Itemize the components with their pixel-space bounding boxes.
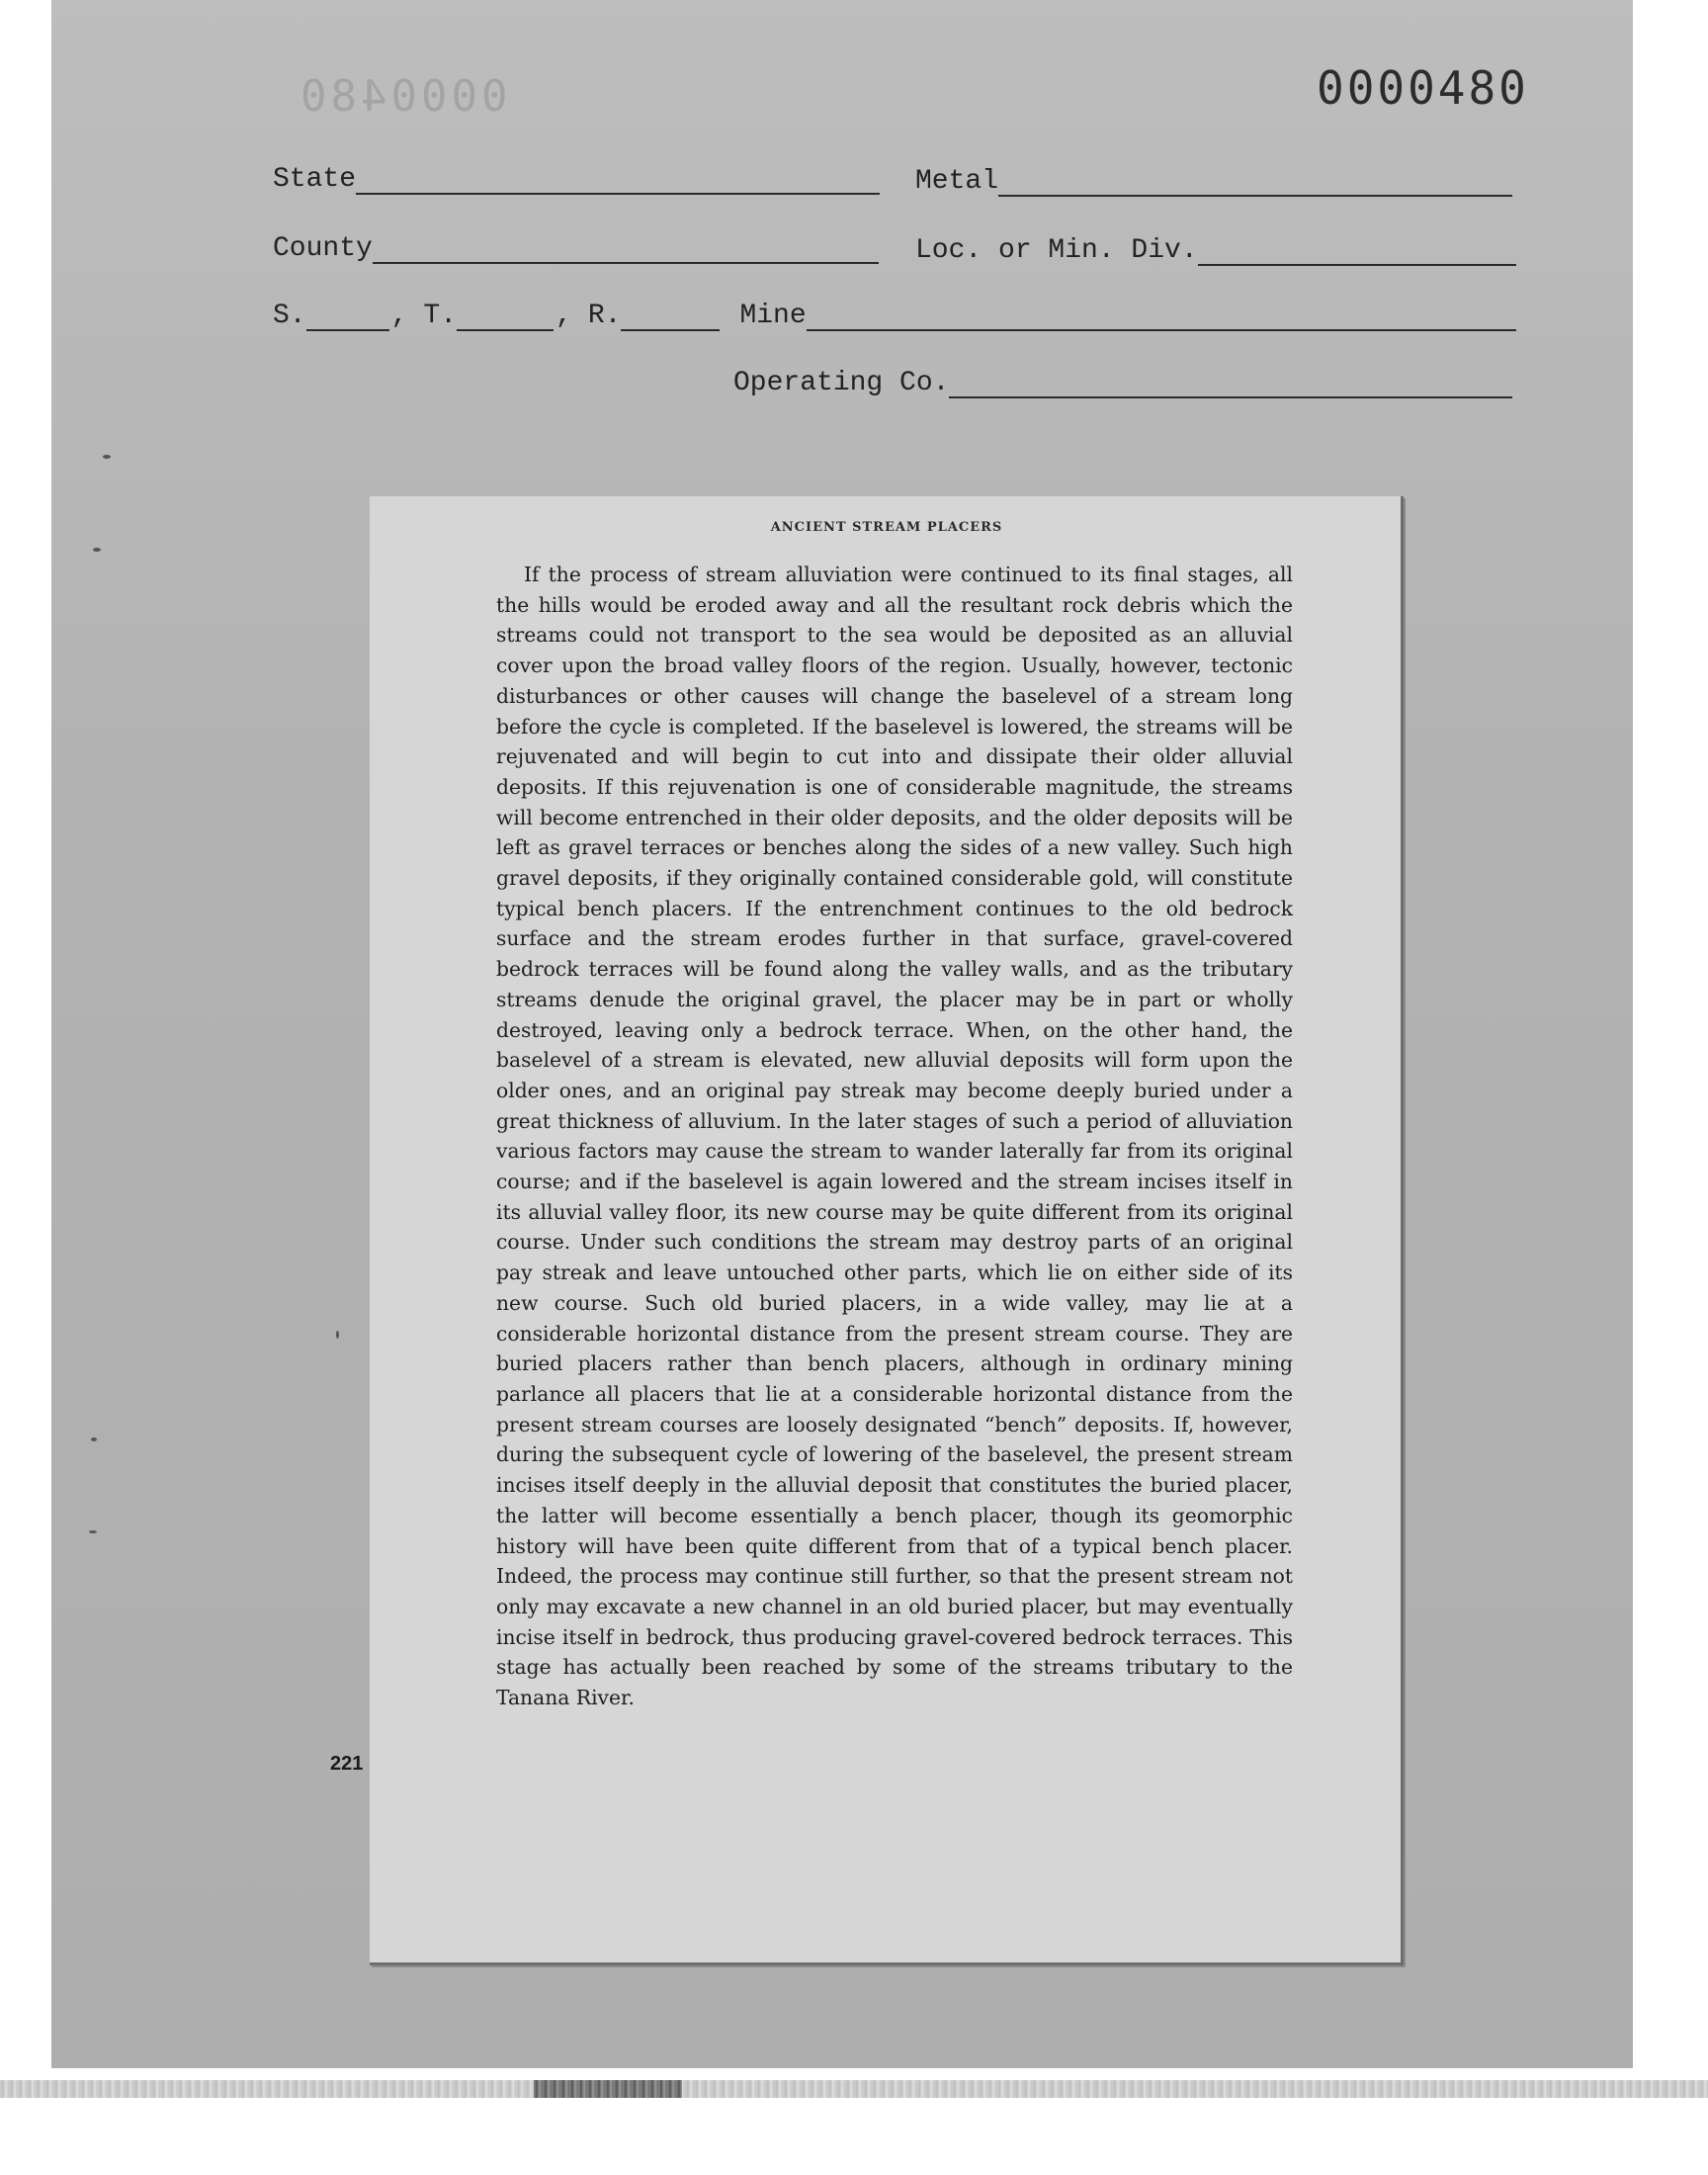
loc-field-row [915, 235, 1516, 266]
county-label: County [273, 233, 373, 264]
state-label: State [273, 164, 357, 195]
stray-mark [103, 455, 111, 459]
section-blank [306, 302, 389, 331]
loc-min-div-blank [1198, 236, 1516, 266]
book-page-clipping [370, 496, 1404, 1965]
section-label: S. [273, 301, 306, 331]
county-blank [373, 234, 879, 264]
stray-mark [336, 1331, 339, 1339]
scanner-artifact-dark [534, 2080, 682, 2098]
metal-field-row [915, 166, 1512, 197]
document-sheet [51, 0, 1633, 2068]
operating-co-row [733, 368, 1512, 398]
loc-min-div-label: Loc. or Min. Div. [915, 235, 1198, 266]
mine-blank [807, 302, 1516, 331]
metal-blank [998, 167, 1512, 197]
document-number: 0000480 [1317, 61, 1529, 115]
page-number: 221 [330, 1753, 364, 1775]
range-label: R. [587, 301, 622, 331]
stray-mark [93, 548, 101, 552]
state-blank [356, 165, 880, 195]
body-paragraph: If the process of stream alluviation were continued to its final stages, all the hills would be eroded away and all the resultant rock debris which the streams could not transport to the sea would be deposited as an alluvial cover upon the broad valley floors of the region. Usually, however, tectonic disturbances or other causes will change the baselevel of a stream long before the cycle is completed. If the baselevel is lowered, the streams will be rejuvenated and will begin to cut into and dissipate their older alluvial deposits. If this rejuvenation is one of considerable magnitude, the streams will become entrenched in their older deposits, and the older deposits will be left as gravel terraces or benches along the sides of a new valley. Such high gravel deposits, if they originally contained considerable gold, will constitute typical bench placers. If the entrenchment continues to the old bedrock surface and the stream erodes further in that surface, gravel-covered bedrock terraces will be found along the valley walls, and as the tributary streams denude the original gravel, the placer may be in part or wholly destroyed, leaving only a bedrock terrace. When, on the other hand, the baselevel of a stream is elevated, new alluvial deposits will form upon the older ones, and an original pay streak may become deeply buried under a great thickness of alluvium. In the later stages of such a period of alluviation various factors may cause the stream to wander laterally far from its original course; and if the baselevel is again lowered and the stream incises itself in its alluvial valley floor, its new course may be quite different from its original course. Under such conditions the stream may destroy parts of an original pay streak and leave untouched other parts, which lie on either side of its new course. Such old buried placers, in a wide valley, may lie at a considerable horizontal distance from the present stream course. They are buried placers rather than bench placers, although in ordinary mining parlance all placers that lie at a considerable horizontal distance from the present stream courses are loosely designated “bench” deposits. If, however, during the subsequent cycle of lowering of the baselevel, the present stream incises itself deeply in the alluvial deposit that constitutes the buried placer, the latter will become essentially a bench placer, though its geomorphic history will have been quite different from that of a typical bench placer. Indeed, the process may continue still further, so that the present stream not only may excavate a new channel in an old buried placer, but may eventually incise itself in bedrock, thus producing gravel-covered bedrock terraces. This stage has actually been reached by some of the streams tributary to the Tanana River. [496, 563, 1293, 1710]
bleed-through-number: 0000480 [297, 71, 508, 122]
state-field-row [273, 164, 880, 195]
clipping-right-edge [1401, 496, 1404, 1965]
section-comma: , [390, 301, 408, 331]
mine-label: Mine [739, 301, 807, 331]
range-blank [621, 302, 720, 331]
stray-mark [91, 1437, 97, 1441]
operating-co-label: Operating Co. [733, 368, 950, 398]
township-blank [457, 302, 554, 331]
clipping-bottom-edge [370, 1962, 1404, 1965]
township-comma: , [555, 301, 572, 331]
running-head: ANCIENT STREAM PLACERS [770, 520, 1003, 535]
operating-co-blank [949, 369, 1512, 398]
scanner-artifact-strip [0, 2080, 1708, 2098]
township-label: T. [423, 301, 458, 331]
county-field-row [273, 233, 879, 264]
str-mine-row [273, 301, 1516, 331]
stray-mark [89, 1530, 97, 1533]
metal-label: Metal [915, 166, 999, 197]
